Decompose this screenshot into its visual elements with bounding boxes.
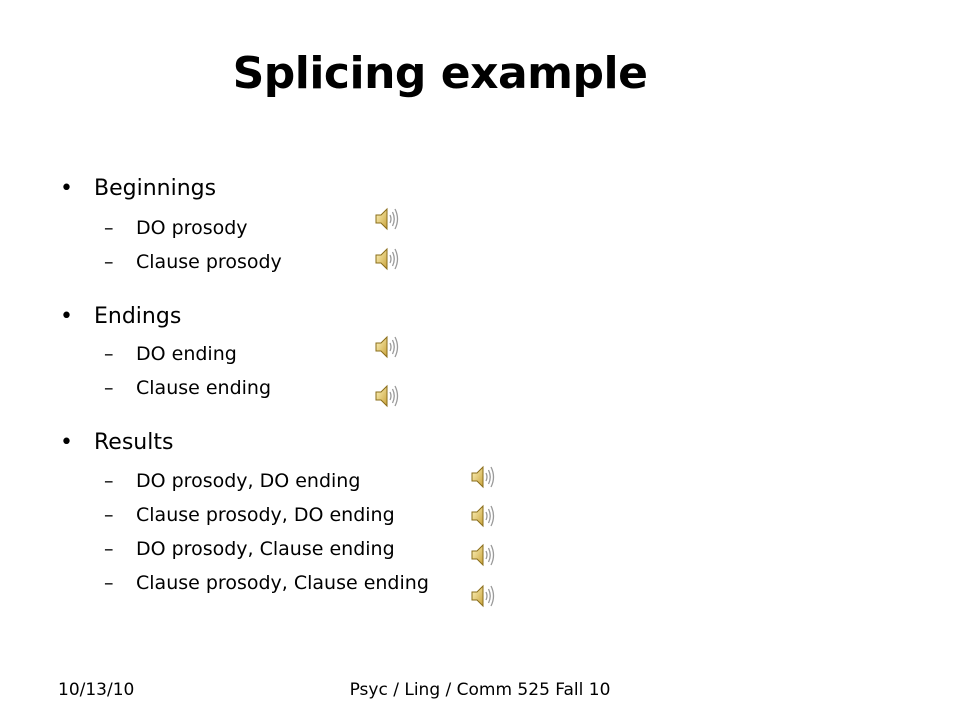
heading-results: Results [94,430,174,455]
dash-glyph: – [104,217,114,239]
item-clause-ending [104,376,271,400]
item-label: Clause prosody, DO ending [136,504,395,526]
speaker-icon[interactable] [470,582,496,610]
item-clause-prosody [104,250,282,274]
item-do-ending [104,342,237,366]
bullet-beginnings [60,175,216,203]
dash-glyph: – [104,377,114,399]
dash-glyph: – [104,504,114,526]
speaker-icon[interactable] [470,541,496,569]
item-label: Clause ending [136,377,272,399]
item-label: DO ending [136,343,237,365]
slide-title: Splicing example [232,48,648,99]
speaker-icon[interactable] [374,382,400,410]
item-label: Clause prosody [136,251,282,273]
item-clause-prosody-clause-ending [104,571,429,595]
item-label: DO prosody, DO ending [136,470,361,492]
dash-glyph: – [104,470,114,492]
speaker-icon[interactable] [374,333,400,361]
item-do-prosody-clause-ending [104,537,395,561]
item-label: Clause prosody, Clause ending [136,572,429,594]
bullet-glyph: • [60,176,73,201]
item-do-prosody-do-ending [104,469,360,493]
heading-beginnings: Beginnings [94,176,217,201]
bullet-endings [60,303,181,331]
speaker-icon[interactable] [374,245,400,273]
speaker-icon[interactable] [470,502,496,530]
heading-endings: Endings [94,304,182,329]
footer-course: Psyc / Ling / Comm 525 Fall 10 [349,680,611,700]
item-clause-prosody-do-ending [104,503,395,527]
item-label: DO prosody [136,217,248,239]
item-do-prosody [104,216,248,240]
speaker-icon[interactable] [470,463,496,491]
dash-glyph: – [104,251,114,273]
bullet-glyph: • [60,304,73,329]
item-label: DO prosody, Clause ending [136,538,395,560]
dash-glyph: – [104,572,114,594]
dash-glyph: – [104,538,114,560]
bullet-results [60,429,173,457]
footer-date: 10/13/10 [58,680,135,700]
speaker-icon[interactable] [374,205,400,233]
bullet-glyph: • [60,430,73,455]
dash-glyph: – [104,343,114,365]
